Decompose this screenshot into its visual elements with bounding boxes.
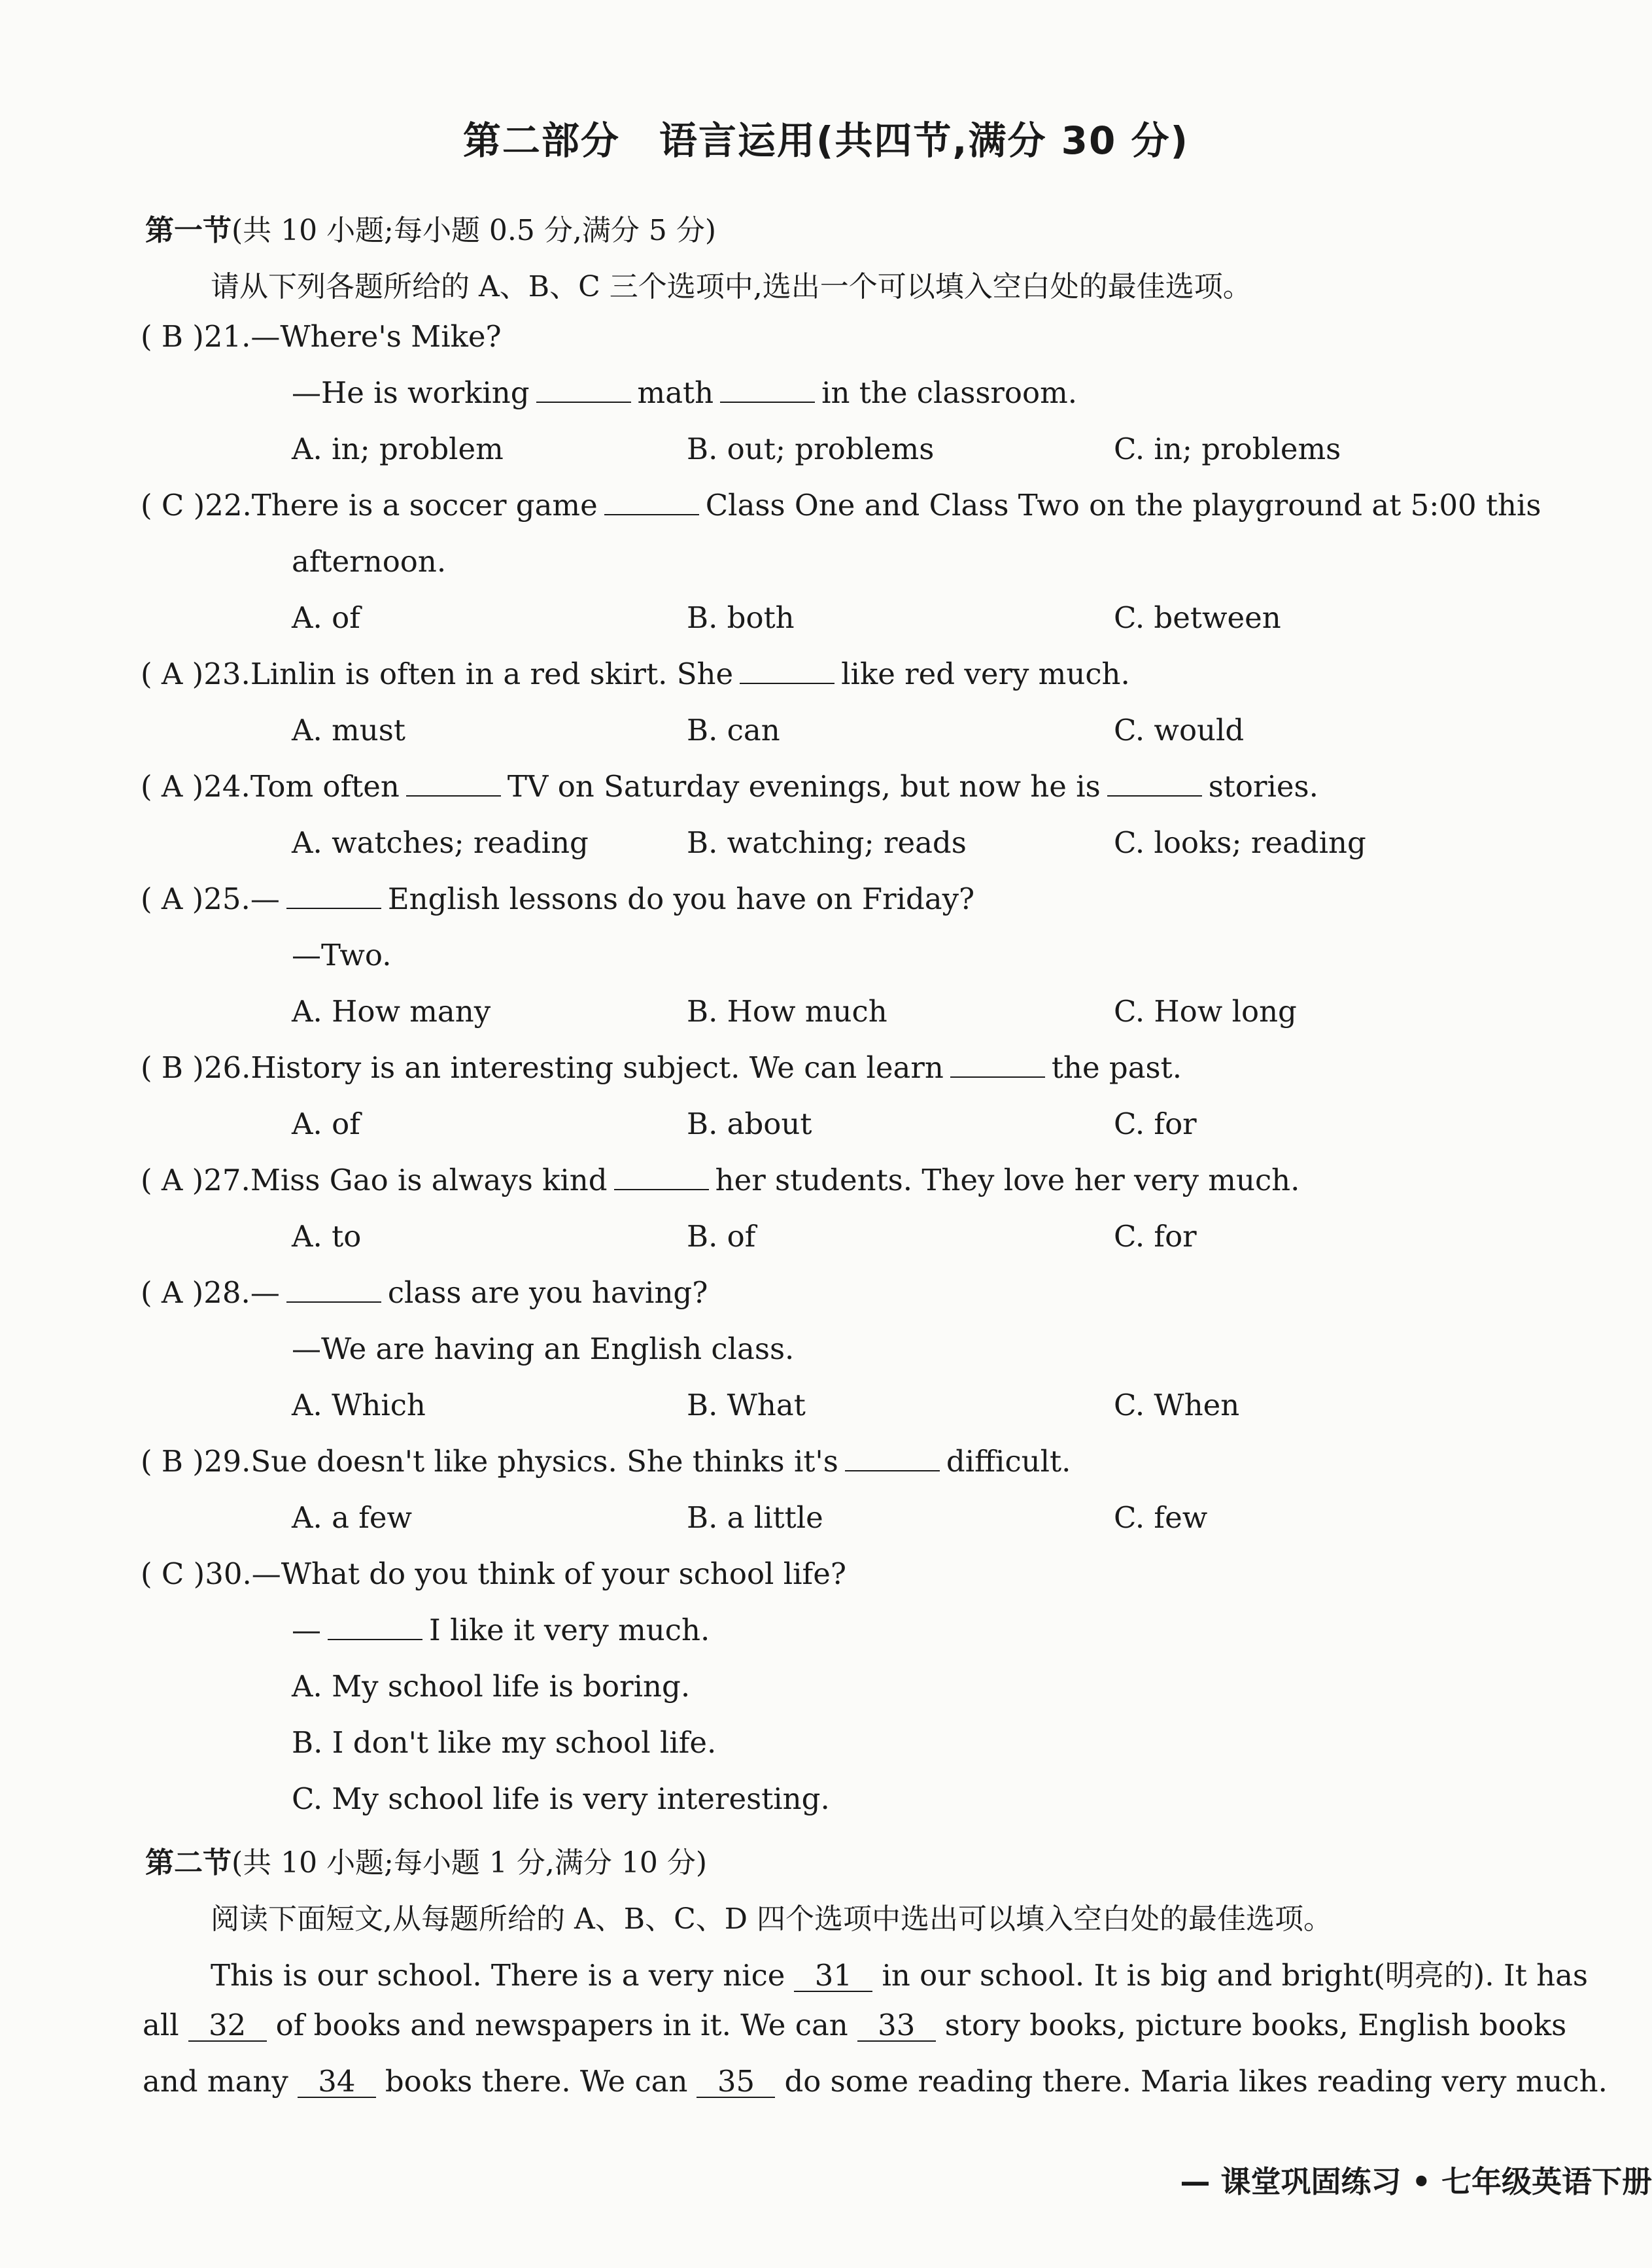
answer-28: A [161,1275,183,1310]
answer-blank [604,490,699,515]
question-text: math [637,375,714,410]
passage-text: books there. We can [385,2064,688,2099]
question-text: her students. They love her very much. [715,1163,1300,1197]
question-text: — [250,882,280,916]
answer-30: C [161,1556,184,1591]
answer-blank [286,884,381,909]
option-c: C. would [1114,713,1245,747]
question-text: difficult. [946,1444,1071,1479]
answer-blank [406,772,501,797]
question-number: 26. [203,1050,251,1085]
option-a: A. must [292,713,405,747]
answer-23: A [161,657,183,691]
option-b: B. a little [687,1500,823,1535]
question-30-line2 [292,1613,710,1647]
section-2-heading [145,1839,707,1881]
option-b: B. of [687,1219,756,1254]
question-22-line2: afternoon. [292,544,447,579]
option-a: A. Which [292,1388,426,1422]
answer-blank [950,1053,1045,1078]
question-text: — [292,1613,321,1647]
question-text: — [250,1275,280,1310]
passage-text: in our school. It is big and bright(明亮的). It has [882,1958,1589,1993]
section-2-instruction: 阅读下面短文,从每题所给的 A、B、C、D 四个选项中选出可以填入空白处的最佳选项。 [211,1902,1333,1936]
blank-33: 33 [857,2010,936,2042]
question-25: ( A )25.— English lessons do you have on Friday? [141,882,975,916]
option-c: C. between [1114,600,1281,635]
option-b: B. both [687,600,795,635]
question-text: —Where's Mike? [250,319,502,354]
answer-21: B [161,319,183,354]
question-text: in the classroom. [821,375,1078,410]
question-number: 28. [203,1275,250,1310]
question-text: the past. [1051,1050,1182,1085]
option-c: C. for [1114,1107,1197,1141]
question-text: Miss Gao is always kind [250,1163,608,1197]
passage-text: of books and newspapers in it. We can [275,2008,848,2042]
question-text: I like it very much. [429,1613,710,1647]
section-1-label: 第一节 [145,214,232,247]
question-text: There is a soccer game [251,488,598,523]
option-a: A. in; problem [292,432,504,466]
question-21-line2 [292,375,1077,410]
blank-32: 32 [188,2010,267,2042]
question-number: 21. [203,319,251,354]
section-1-instruction: 请从下列各题所给的 A、B、C 三个选项中,选出一个可以填入空白处的最佳选项。 [211,270,1252,303]
passage-text: do some reading there. Maria likes reading very much. [784,2064,1608,2099]
question-25-line2: —Two. [292,938,392,972]
answer-blank [536,378,631,403]
option-a: A. watches; reading [292,825,589,860]
question-28-line2: —We are having an English class. [292,1332,795,1366]
answer-22: C [161,488,184,523]
question-text: History is an interesting subject. We can learn [250,1050,944,1085]
question-text: Class One and Class Two on the playground at 5:00 this [705,488,1541,523]
answer-24: A [161,769,183,804]
question-21: ( B )21.—Where's Mike? [141,319,502,354]
question-27: ( A )27.Miss Gao is always kind her students. They love her very much. [141,1163,1300,1197]
question-text: stories. [1208,769,1318,804]
question-26: ( B )26.History is an interesting subject. We can learn the past. [141,1050,1182,1085]
answer-blank [614,1165,709,1190]
option-a: A. a few [292,1500,413,1535]
question-text: Sue doesn't like physics. She thinks it's [250,1444,838,1479]
option-b: B. about [687,1107,812,1141]
question-number: 29. [203,1444,251,1479]
question-text: class are you having? [387,1275,708,1310]
option-b: B. What [687,1388,806,1422]
answer-29: B [161,1444,183,1479]
question-28: ( A )28.— class are you having? [141,1275,708,1310]
question-number: 23. [203,657,250,691]
passage-text: story books, picture books, English books [944,2008,1567,2042]
option-c: C. few [1114,1500,1208,1535]
blank-34: 34 [298,2067,376,2098]
option-c: C. for [1114,1219,1197,1254]
question-23: ( A )23.Linlin is often in a red skirt. She like red very much. [141,657,1130,691]
option-a: A. My school life is boring. [292,1669,691,1704]
passage-text: and many [143,2064,288,2099]
question-text: —What do you think of your school life? [251,1556,846,1591]
option-a: A. to [292,1219,362,1254]
question-number: 22. [205,488,252,523]
passage-line-2 [143,2008,1566,2042]
answer-25: A [161,882,183,916]
section-1-heading [145,207,716,249]
option-b: B. watching; reads [687,825,967,860]
blank-31: 31 [794,1961,872,1992]
option-b: B. How much [687,994,887,1029]
option-a: A. How many [292,994,491,1029]
option-b: B. out; problems [687,432,935,466]
answer-blank [1107,772,1202,797]
question-text: English lessons do you have on Friday? [387,882,975,916]
question-number: 27. [203,1163,250,1197]
option-c: C. My school life is very interesting. [292,1781,830,1816]
option-c: C. in; problems [1114,432,1341,466]
option-a: A. of [292,600,360,635]
page-footer: — 课堂巩固练习 • 七年级英语下册 [1180,2164,1652,2199]
passage-text: all [143,2008,179,2042]
question-number: 25. [203,882,250,916]
question-29: ( B )29.Sue doesn't like physics. She thinks it's difficult. [141,1444,1071,1479]
answer-blank [286,1278,381,1303]
passage-line-3 [143,2064,1608,2099]
passage-line-1 [211,1951,1588,1994]
title-part: 第二部分 [462,118,620,163]
option-c: C. When [1114,1388,1240,1422]
question-30: ( C )30.—What do you think of your school life? [141,1556,846,1591]
answer-blank [328,1615,422,1640]
question-text: —He is working [292,375,530,410]
answer-27: A [161,1163,183,1197]
blank-35: 35 [697,2067,775,2098]
question-number: 30. [205,1556,252,1591]
section-1-scoring: (共 10 小题;每小题 0.5 分,满分 5 分) [232,214,717,247]
section-2-scoring: (共 10 小题;每小题 1 分,满分 10 分) [232,1846,708,1880]
question-text: TV on Saturday evenings, but now he is [507,769,1101,804]
option-a: A. of [292,1107,360,1141]
title-main: 语言运用(共四节,满分 30 分) [659,118,1190,163]
answer-26: B [161,1050,183,1085]
question-22: ( C )22.There is a soccer game Class One and Class Two on the playground at 5:00 this [141,488,1541,523]
question-number: 24. [203,769,250,804]
answer-blank [740,659,835,684]
page-title [0,110,1652,165]
option-c: C. How long [1114,994,1297,1029]
question-24: ( A )24.Tom often TV on Saturday evenings, but now he is stories. [141,769,1318,804]
question-text: Tom often [250,769,400,804]
passage-text: This is our school. There is a very nice [211,1958,785,1993]
question-text: Linlin is often in a red skirt. She [250,657,734,691]
question-text: like red very much. [841,657,1130,691]
option-c: C. looks; reading [1114,825,1366,860]
answer-blank [720,378,815,403]
option-b: B. can [687,713,780,747]
answer-blank [845,1447,940,1471]
option-b: B. I don't like my school life. [292,1725,717,1760]
section-2-label: 第二节 [145,1846,232,1880]
